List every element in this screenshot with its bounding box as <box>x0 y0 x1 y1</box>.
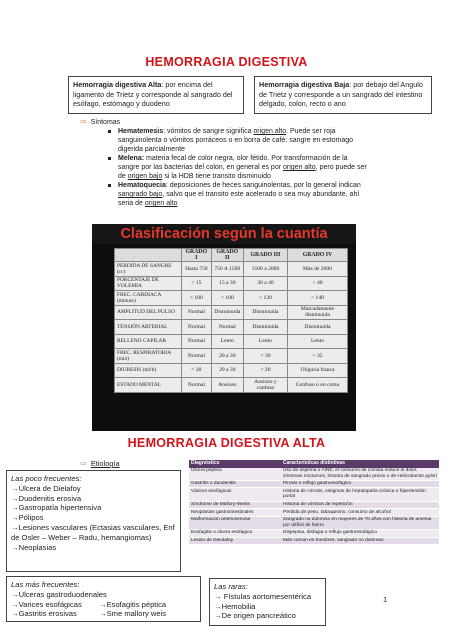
table-cell: > 20 <box>243 363 287 378</box>
page-title: HEMORRAGIA DIGESTIVA <box>145 55 308 69</box>
table-cell: Normal <box>182 378 212 393</box>
table-row <box>189 516 439 529</box>
table-cell: Disminuida <box>243 305 287 320</box>
grados-header-cell <box>115 249 182 262</box>
clasificacion-image <box>92 224 356 431</box>
row-label: AMPLITUD DEL PULSO <box>115 305 182 320</box>
diagnosis-cell: Malformación arteriovenosa <box>189 516 281 529</box>
row-label: FREC. CARDIACA (minuto) <box>115 291 182 306</box>
characteristics-cell: Más común en hombres, sangrado no doloroso <box>281 537 439 545</box>
term-baja: Hemorragia digestiva Baja <box>259 80 350 89</box>
symptom-hematemesis: Hematemesis: vómitos de sangre significa origen alto. Puede ser roja sanguinolenta o vómitos porráceos o en borra de café: sangre en estomago digerida parcialmente <box>118 127 370 154</box>
characteristics-cell: Sangrado no doloroso en mayores de 70 años con historia de anemia por déficit de hierro <box>281 516 439 529</box>
list-item: →Ulceras gastroduodenales <box>11 589 107 599</box>
table-row <box>189 529 439 537</box>
table-cell: > 120 <box>243 291 287 306</box>
table-row <box>115 262 348 277</box>
table-cell: 750 A 1500 <box>211 262 243 277</box>
row-label: ESTADO MENTAL <box>115 378 182 393</box>
table-cell: > 100 <box>211 291 243 306</box>
table-row <box>115 334 348 349</box>
def-alta: : por encima del ligamento de Trietz y corresponde al sangrado del esófago, estómago y duodeno <box>73 80 233 108</box>
table-cell: > 35 <box>287 349 347 364</box>
table-row <box>115 349 348 364</box>
table-row <box>115 276 348 291</box>
mas-frecuentes-box <box>6 576 201 622</box>
characteristics-cell: Historia de cirrosis, estigmas de hepatopatía crónica o hipertensión portal <box>281 488 439 501</box>
diagnosis-cell: Esofagitis o úlcera esofágica <box>189 529 281 537</box>
list-item: →Gastritis erosivas <box>11 609 77 619</box>
diagnosis-cell: Neoplasias gastrointestinales <box>189 509 281 517</box>
table-cell: > 40 <box>287 276 347 291</box>
definition-box-alta <box>68 76 244 114</box>
table-cell: Hasta 750 <box>182 262 212 277</box>
table-cell: Confuso o en coma <box>287 378 347 393</box>
table-cell: Normal <box>182 320 212 335</box>
characteristics-cell: Dispepsia, disfagia o reflujo gastroesofágico <box>281 529 439 537</box>
clasificacion-banner: Clasificación según la cuantía <box>92 224 356 244</box>
symptom-melena: Melena: materia fecal de color negra, olor fétido. Por transformación de la sangre por las bacterias del colon, en general es por origen alto, pero puede ser de origen bajo si la HDB tiene transito disminuido <box>118 154 370 181</box>
diagnosis-cell: Várices esofágicas <box>189 488 281 501</box>
symptom-hematoquecia: Hematoquecia: deposiciones de heces sanguinolentas, por lo general indican sangrado bajo, salvo que el transito este acelerado o sea muy abundante, ahí seria de origen alto <box>118 181 370 208</box>
table-cell: < 100 <box>182 291 212 306</box>
def-baja: : por debajo del Angulo de Trietz y corresponde a un sangrado del intestino delgado, colon, recto o ano <box>259 80 423 108</box>
sintomas-heading: Síntomas <box>90 119 121 126</box>
characteristics-cell: Uso de aspirina o AINE, el consumo de comida reduce el dolor, síntomas nocturnos, historia de sangrado previo o de Helicobacter pylori <box>281 468 439 481</box>
table-cell: > 30 <box>182 363 212 378</box>
table-row <box>189 501 439 509</box>
etiologia-heading: ⇨ Etiología <box>80 459 120 468</box>
row-label: FREC. RESPIRATORIA (min) <box>115 349 182 364</box>
diagnosis-cell: Gastritis o duodenitis <box>189 480 281 488</box>
characteristics-cell: Pérdida de peso, tabaquismo, consumo de alcohol <box>281 509 439 517</box>
list-item: →Neoplasias <box>11 542 57 552</box>
list-item: →De origen pancreático <box>214 611 296 621</box>
table-cell: Lento <box>243 334 287 349</box>
table-cell: Más de 2000 <box>287 262 347 277</box>
grados-header-cell: GRADO I <box>182 249 212 262</box>
list-item: →Lesiones vasculares (Ectasias vasculares, Enf de Osler – Weber – Radu, hemangiomas) <box>11 522 175 542</box>
grados-header-cell: GRADO II <box>211 249 243 262</box>
poco-frecuentes-box <box>6 470 181 572</box>
list-item: →Gastropatía hipertensiva <box>11 503 102 513</box>
table-cell: 30 a 40 <box>243 276 287 291</box>
diagnosis-cell: Síndrome de Mallory-Weiss <box>189 501 281 509</box>
list-item: →Pólipos <box>11 513 44 523</box>
arrow-icon: ⇨ <box>80 459 87 468</box>
list-item: →Úlcera de Dielafoy <box>11 483 81 493</box>
table-row <box>189 509 439 517</box>
term-alta: Hemorragia digestiva Alta <box>73 80 162 89</box>
table-row <box>115 378 348 393</box>
grados-header-cell: GRADO III <box>243 249 287 262</box>
row-label: RELLENO CAPILAR <box>115 334 182 349</box>
table-cell: Ansioso <box>211 378 243 393</box>
section-title-hda: HEMORRAGIA DIGESTIVA ALTA <box>127 436 326 450</box>
table-row <box>115 305 348 320</box>
table-cell: 1500 a 2000 <box>243 262 287 277</box>
list-item: →Esofagitis péptica <box>99 599 167 609</box>
grados-header-cell: GRADO IV <box>287 249 347 262</box>
table-cell: 20 a 30 <box>211 349 243 364</box>
raras-heading: Las raras: <box>214 582 248 591</box>
list-item: →Duodenitis erosiva <box>11 493 82 503</box>
table-cell: Ansioso y confuso <box>243 378 287 393</box>
characteristics-cell: Pirosis o reflujo gastroesofágico <box>281 480 439 488</box>
raras-box <box>209 578 326 626</box>
table-row <box>189 468 439 481</box>
mas-frecuentes-heading: Las más frecuentes: <box>11 580 80 589</box>
row-label: DIURESIS (ml/h) <box>115 363 182 378</box>
table-row <box>189 537 439 545</box>
list-item: → Fístulas aortomesentérica <box>214 591 312 601</box>
table-row <box>189 488 439 501</box>
definition-box-baja <box>254 76 432 114</box>
table-cell: 20 a 30 <box>211 363 243 378</box>
diagnostico-table <box>189 460 439 545</box>
table-cell: Oliguria franca <box>287 363 347 378</box>
grados-table <box>114 248 348 393</box>
table-row <box>115 363 348 378</box>
characteristics-cell: Historia de vómitos de repetición <box>281 501 439 509</box>
table-row <box>189 480 439 488</box>
table-cell: Normal <box>211 320 243 335</box>
diagnosis-cell: Lesión de Dieulafoy <box>189 537 281 545</box>
list-item: →Sme mallory weis <box>99 609 167 619</box>
diag-header-cell: Diagnóstico <box>189 460 281 468</box>
diagnosis-cell: Úlcera péptica <box>189 468 281 481</box>
table-cell: > 30 <box>243 349 287 364</box>
table-cell: < 15 <box>182 276 212 291</box>
table-cell: Disminuida <box>211 305 243 320</box>
table-cell: Disminuida <box>243 320 287 335</box>
sintomas-section <box>80 117 370 208</box>
row-label: TENSIÓN ARTERIAL <box>115 320 182 335</box>
page-number: 1 <box>383 595 388 604</box>
row-label: PORCENTAJE DE VOLEMIA <box>115 276 182 291</box>
table-row <box>115 320 348 335</box>
arrow-icon: ⇨ <box>80 117 87 126</box>
diagnostico-table-wrap <box>189 460 439 545</box>
list-item: →Varices esofágicas <box>11 599 82 609</box>
table-cell: Normal <box>182 349 212 364</box>
diag-header-cell: Características distintivas <box>281 460 439 468</box>
table-cell: Lento <box>287 334 347 349</box>
row-label: PERDIDA DE SANGRE (cc) <box>115 262 182 277</box>
table-cell: Disminuida <box>287 320 347 335</box>
table-cell: Marcadamente disminuida <box>287 305 347 320</box>
table-cell: 15 a 30 <box>211 276 243 291</box>
table-cell: Normal <box>182 305 212 320</box>
list-item: →Hemobilia <box>214 601 256 611</box>
table-cell: Normal <box>182 334 212 349</box>
table-row <box>115 291 348 306</box>
table-cell: > 140 <box>287 291 347 306</box>
table-cell: Lento <box>211 334 243 349</box>
poco-frecuentes-heading: Las poco frecuentes: <box>11 474 82 483</box>
